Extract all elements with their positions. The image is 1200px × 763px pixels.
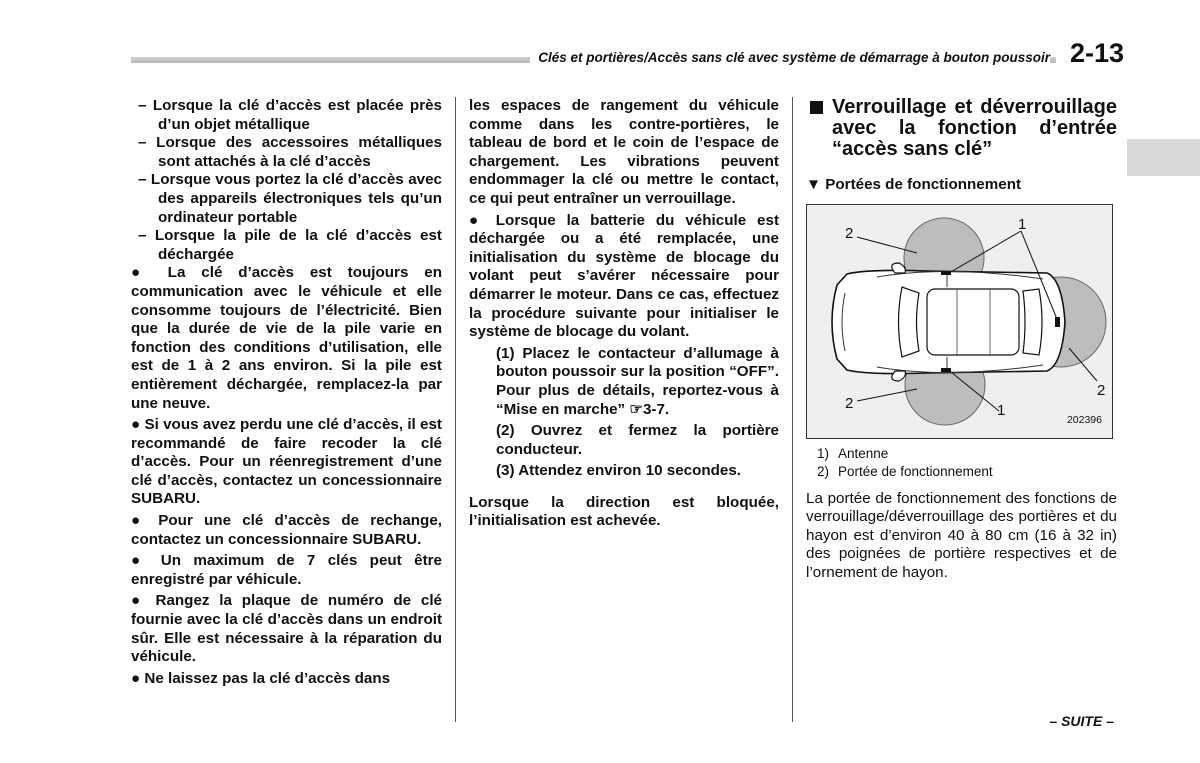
- column-left: [131, 97, 442, 688]
- legend-number: 2): [817, 463, 830, 479]
- paragraph: Lorsque la direction est bloquée, l’initialisation est achevée.: [469, 493, 779, 530]
- figure-code: 202396: [1066, 414, 1102, 426]
- car-mirror-left: [892, 263, 906, 273]
- procedure-step: (2) Ouvrez et fermez la portière conducteur.: [496, 422, 779, 458]
- chapter-tab: [1127, 139, 1200, 176]
- callout-antenna: 1: [997, 401, 1006, 419]
- antenna-tailgate: [1055, 317, 1060, 327]
- bullet-paragraph: ● La clé d’accès est toujours en communication avec le véhicule et elle consomme toujours de l’électricité. Bien que la durée de vie de la pile varie en fonction des conditions d’utilisation, elle est de 1 à 2 ans environ. Si la pile est entièrement déchargée, remplacez-la par une neuve.: [131, 264, 442, 412]
- continue-label: – SUITE –: [1049, 713, 1114, 729]
- callout-antenna: 1: [1018, 215, 1027, 233]
- list-item: – Lorsque des accessoires métalliques sont attachés à la clé d’accès: [138, 134, 442, 170]
- running-header: Clés et portières/Accès sans clé avec système de démarrage à bouton poussoir: [530, 50, 1050, 65]
- section-title-text: Verrouillage et déverrouillage avec la fonction d’entrée “accès sans clé”: [832, 96, 1117, 160]
- paragraph: La portée de fonctionnement des fonctions de verrouillage/déverrouillage des portières et du hayon est d’environ 40 à 80 cm (16 à 32 in) des poignées de portière respectives et de l’ornement de hayon.: [806, 489, 1117, 581]
- legend-item: [806, 463, 1117, 481]
- subsection-title: ▼ Portées de fonctionnement: [806, 176, 1022, 193]
- legend-text: Portée de fonctionnement: [838, 463, 993, 479]
- bullet-paragraph: ● Un maximum de 7 clés peut être enregistré par véhicule.: [131, 552, 442, 588]
- operating-range-diagram: [806, 204, 1113, 439]
- column-right: [806, 97, 1117, 582]
- car-roof: [927, 289, 1019, 355]
- callout-range: 2: [845, 394, 854, 412]
- callout-range: 2: [845, 224, 854, 242]
- legend-number: 1): [817, 445, 830, 461]
- legend-item: [806, 445, 1117, 463]
- list-item: – Lorsque la pile de la clé d’accès est déchargée: [138, 227, 442, 263]
- column-divider: [792, 97, 793, 722]
- car-windshield: [899, 287, 920, 357]
- column-middle: [469, 97, 779, 531]
- section-title: [806, 97, 1117, 160]
- list-item: – Lorsque la clé d’accès est placée près d’un objet métallique: [138, 97, 442, 133]
- procedure-step: (3) Attendez environ 10 secondes.: [496, 462, 742, 480]
- car-rear-window: [1023, 289, 1042, 355]
- figure-legend: [806, 445, 1117, 481]
- square-bullet-icon: [810, 101, 823, 114]
- bullet-paragraph: ● Pour une clé d’accès de rechange, contactez un concessionnaire SUBARU.: [131, 512, 442, 548]
- legend-text: Antenne: [838, 445, 889, 461]
- page-number: 2-13: [1070, 38, 1125, 68]
- paragraph: les espaces de rangement du véhicule comme dans les contre-portières, le tableau de bord et le coin de l’espace de chargement. Les vibrations peuvent endommager la clé ou mettre le contact, ce qui peut entraîner un verrouillage.: [469, 97, 779, 207]
- procedure-step: (1) Placez le contacteur d’allumage à bouton poussoir sur la position “OFF”. Pour plus de détails, reportez-vous à “Mise en marche” ☞3-7.: [496, 344, 779, 418]
- antenna-rear-door: [941, 368, 951, 372]
- car-top-view-illustration: [807, 205, 1112, 438]
- bullet-paragraph: ● Lorsque la batterie du véhicule est déchargée ou a été remplacée, une initialisation du système de blocage du volant peut s’avérer nécessaire pour démarrer le moteur. Dans ce cas, effectuez la procédure suivante pour initialiser le système de blocage du volant.: [469, 211, 779, 341]
- bullet-paragraph: ● Rangez la plaque de numéro de clé fournie avec la clé d’accès dans un endroit sûr. Elle est nécessaire à la réparation du véhicule.: [131, 592, 442, 666]
- bullet-paragraph: ● Ne laissez pas la clé d’accès dans: [131, 669, 391, 687]
- car-mirror-right: [892, 371, 906, 381]
- list-item: – Lorsque vous portez la clé d’accès avec des appareils électroniques tels qu’un ordinateur portable: [138, 171, 442, 226]
- column-divider: [455, 97, 456, 722]
- bullet-paragraph: ● Si vous avez perdu une clé d’accès, il est recommandé de faire recoder la clé d’accès. Pour un réenregistrement d’une clé d’accès, contactez un concessionnaire SUBARU.: [131, 416, 442, 508]
- callout-range: 2: [1097, 381, 1106, 399]
